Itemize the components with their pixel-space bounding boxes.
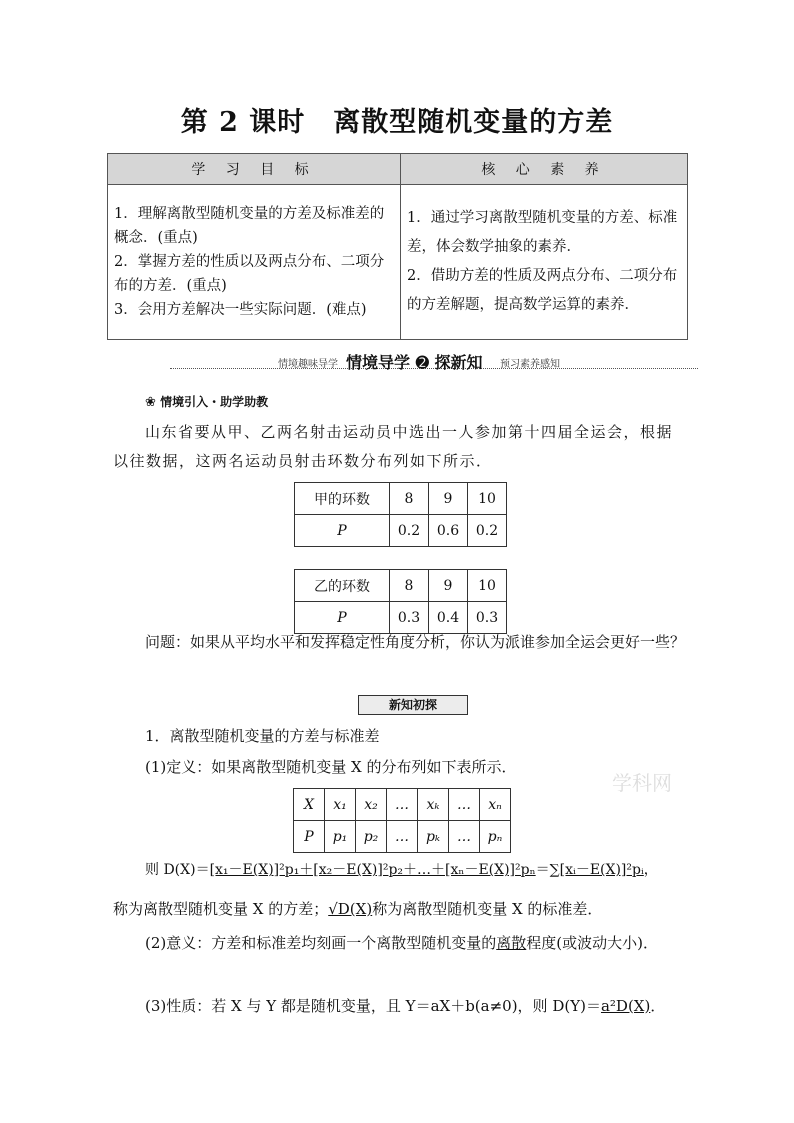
banner-right-text: 预习素养感知 xyxy=(500,359,560,370)
variable-distribution-table: X x₁ x₂ … xₖ … xₙ P p₁ p₂ … pₖ … pₙ xyxy=(293,788,511,853)
goal-item: 3．会用方差解决一些实际问题．(难点) xyxy=(114,302,367,318)
definition-text: (1)定义：如果离散型随机变量 X 的分布列如下表所示． xyxy=(145,758,517,776)
distribution-table-b: 乙的环数 8 9 10 P 0.3 0.4 0.3 xyxy=(294,569,507,634)
goals-table xyxy=(107,153,688,340)
table-label: 乙的环数 xyxy=(295,570,390,602)
goal-item: 1．理解离散型随机变量的方差及标准差的概念．(重点) xyxy=(114,206,385,246)
goals-left-cell xyxy=(108,185,401,340)
intro-heading: ❀ 情境引入・助学助教 xyxy=(145,395,269,410)
banner-title: 情境导学 ➋ 探新知 xyxy=(346,353,483,372)
sqrt-symbol: √D(X) xyxy=(328,900,373,918)
formula-sum: ∑[xᵢ－E(X)]²pᵢ xyxy=(549,862,644,878)
literacy-item: 1．通过学习离散型随机变量的方差、标准差，体会数学抽象的素养． xyxy=(407,210,678,255)
distribution-table-a: 甲的环数 8 9 10 P 0.2 0.6 0.2 xyxy=(294,482,507,547)
watermark: 学科网 xyxy=(612,771,672,795)
literacy-item: 2．借助方差的性质及两点分布、二项分布的方差解题，提高数学运算的素养． xyxy=(407,268,678,313)
swirl-icon: ❀ xyxy=(145,395,156,410)
question-paragraph: 问题：如果从平均水平和发挥稳定性角度分析，你认为派谁参加全运会更好一些？ xyxy=(145,633,686,651)
table-label: 甲的环数 xyxy=(295,483,390,515)
new-knowledge-label: 新知初探 xyxy=(358,695,468,715)
page-title: 第 2 课时 离散型随机变量的方差 xyxy=(180,107,614,138)
section-1-heading: 1．离散型随机变量的方差与标准差 xyxy=(145,727,380,745)
goals-header-right: 核 心 素 养 xyxy=(401,154,688,185)
goals-header-left: 学 习 目 标 xyxy=(108,154,401,185)
std-definition: 称为离散型随机变量 X 的方差；√D(X)称为离散型随机变量 X 的标准差． xyxy=(113,900,603,918)
goals-right-cell xyxy=(401,185,688,340)
formula-expansion: [x₁－E(X)]²p₁＋[x₂－E(X)]²p₂＋…＋[xₙ－E(X)]²pₙ xyxy=(209,862,536,878)
variance-formula: 则 D(X)＝[x₁－E(X)]²p₁＋[x₂－E(X)]²p₂＋…＋[xₙ－E(X)]²pₙ＝∑[xᵢ－E(X)]²pᵢ， xyxy=(145,862,658,878)
meaning-text: (2)意义：方差和标准差均刻画一个离散型随机变量的离散程度(或波动大小)． xyxy=(145,934,658,952)
section-banner xyxy=(170,350,698,372)
banner-left-text: 情境趣味导学 xyxy=(278,359,338,370)
property-text: (3)性质：若 X 与 Y 都是随机变量，且 Y＝aX＋b(a≠0)，则 D(Y)＝a²D(X)． xyxy=(145,997,666,1015)
goal-item: 2．掌握方差的性质以及两点分布、二项分布的方差．(重点) xyxy=(114,254,385,294)
intro-paragraph: 山东省要从甲、乙两名射击运动员中选出一人参加第十四届全运会，根据以往数据，这两名运动员射击环数分布列如下所示． xyxy=(113,423,674,470)
